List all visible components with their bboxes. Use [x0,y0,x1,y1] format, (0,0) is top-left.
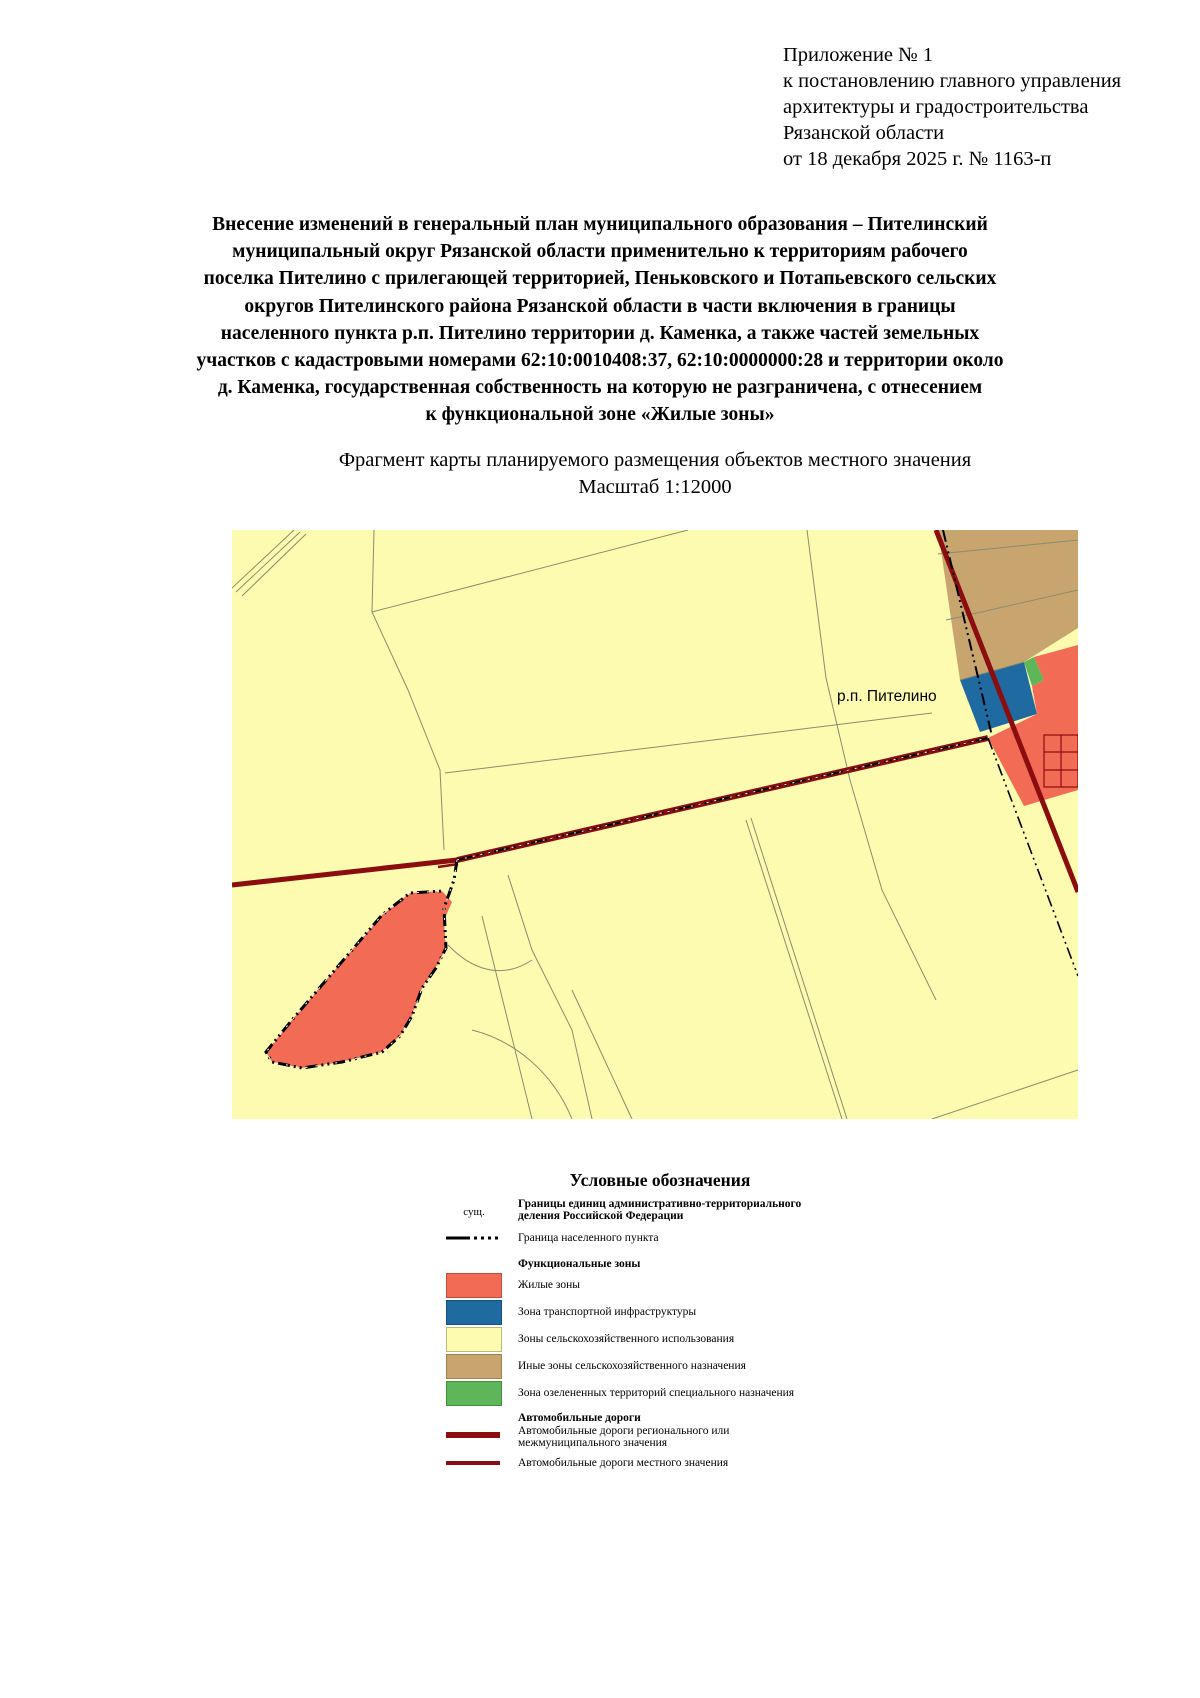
legend-roads-heading: Автомобильные дороги [518,1412,641,1424]
legend-road-local-label: Автомобильные дороги местного значения [518,1457,729,1469]
annex-line: архитектуры и градостроительства [783,96,1089,118]
title-line: поселка Пителино с прилегающей территорией, Пеньковского и Потапьевского сельских [203,268,997,290]
legend-zone-label: Иные зоны сельскохозяйственного назначения [518,1360,746,1372]
legend-admin-key: сущ. [463,1206,485,1218]
annex-line: к постановлению главного управления [783,70,1122,92]
legend-zone-label: Жилые зоны [518,1279,581,1291]
legend-swatch [446,1327,502,1352]
legend-zones-heading: Функциональные зоны [518,1258,641,1270]
title-line: муниципальный округ Рязанской области применительно к территориям рабочего [232,241,968,263]
legend-zone-label: Зона озелененных территорий специального назначения [518,1387,795,1399]
legend-title: Условные обозначения [569,1170,751,1190]
map-subtitle [250,447,1060,501]
settlement-border-symbol [446,1233,502,1246]
document-title [150,211,1050,429]
legend-swatch [446,1300,502,1325]
annex-line: Приложение № 1 [783,44,934,66]
legend-settlement-border-label: Граница населенного пункта [518,1232,659,1244]
map-scale: Масштаб 1:12000 [578,476,732,498]
legend-road-regional-line: Автомобильные дороги регионального или [518,1425,730,1437]
legend-admin-heading-line: деления Российской Федерации [518,1210,684,1222]
legend-admin-heading [518,1198,801,1222]
title-line: населенного пункта р.п. Пителино территории д. Каменка, а также частей земельных [220,322,980,344]
title-line: участков с кадастровыми номерами 62:10:0010408:37, 62:10:0000000:28 и территории около [196,350,1004,372]
legend-swatch [446,1273,502,1298]
legend-admin-heading-line: Границы единиц административно-территориального [518,1198,802,1210]
legend-road-regional-label [518,1425,729,1449]
road-local-symbol [446,1461,502,1465]
title-line: округов Пителинского района Рязанской области в части включения в границы [244,295,956,317]
map-canvas [232,530,1078,1119]
legend-road-regional-line: межмуниципального значения [518,1437,668,1449]
legend-zone-label: Зоны сельскохозяйственного использования [518,1333,735,1345]
title-line: к функциональной зоне «Жилые зоны» [425,404,775,426]
annex-header [783,42,1121,172]
annex-line: от 18 декабря 2025 г. № 1163-п [783,148,1052,170]
legend-swatch [446,1354,502,1379]
road-regional-symbol [446,1432,502,1438]
map-caption: Фрагмент карты планируемого размещения объектов местного значения [338,449,972,471]
annex-line: Рязанской области [783,122,945,144]
settlement-label: р.п. Пителино [837,688,937,705]
title-line: Внесение изменений в генеральный план муниципального образования – Пителинский [212,214,988,235]
legend-zone-label: Зона транспортной инфраструктуры [518,1306,697,1318]
title-line: д. Каменка, государственная собственность на которую не разграничена, с отнесением [217,377,983,399]
legend-swatch [446,1381,502,1406]
map-fragment [232,530,1078,1119]
